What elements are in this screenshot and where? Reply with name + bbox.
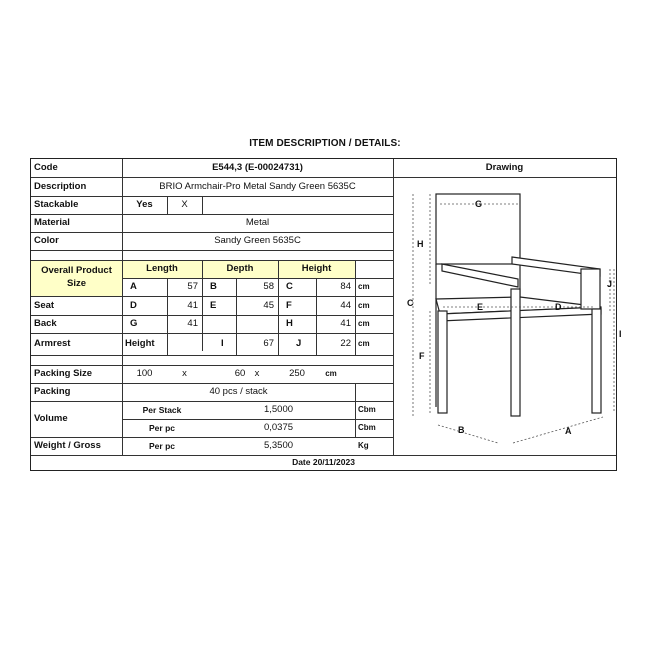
dim-j-value: 22 bbox=[340, 338, 351, 350]
dim-b-letter: B bbox=[210, 281, 217, 293]
overall-size-label: Overall Product Size bbox=[41, 265, 112, 289]
weight-unit: Kg bbox=[358, 441, 369, 450]
dim-h-value: 41 bbox=[340, 318, 351, 330]
packing-dim-3: 250 bbox=[289, 368, 305, 380]
drawing-label-a: A bbox=[565, 426, 572, 436]
per-stack-value: 1,5000 bbox=[263, 404, 294, 416]
dim-b-value: 58 bbox=[263, 281, 274, 293]
armrest-unit: cm bbox=[358, 339, 370, 348]
code-label: Code bbox=[34, 162, 58, 174]
code-value: E544,3 (E-00024731) bbox=[212, 162, 303, 174]
drawing-label-c: C bbox=[407, 298, 414, 308]
drawing-label-h: H bbox=[417, 239, 424, 249]
dim-f-value: 44 bbox=[340, 299, 351, 311]
drawing-label-g: G bbox=[475, 199, 483, 209]
stackable-yes: Yes bbox=[136, 199, 153, 211]
dim-a-value: 57 bbox=[187, 281, 198, 293]
packing-label: Packing bbox=[34, 386, 71, 398]
stackable-mark: X bbox=[181, 199, 188, 211]
armrest-label: Armrest bbox=[34, 338, 71, 350]
color-label: Color bbox=[34, 235, 59, 247]
dim-h-letter: H bbox=[286, 318, 293, 330]
dim-f-letter: F bbox=[286, 299, 292, 311]
per-stack-unit: Cbm bbox=[358, 405, 376, 414]
depth-header: Depth bbox=[226, 263, 254, 275]
drawing-label-e: E bbox=[477, 302, 484, 312]
drawing-header: Drawing bbox=[485, 162, 524, 174]
overall-unit: cm bbox=[358, 282, 370, 291]
drawing-label-d: D bbox=[555, 302, 562, 312]
per-pc-unit: Cbm bbox=[358, 423, 376, 432]
packing-dim-2: 60 bbox=[234, 368, 246, 380]
packing-unit: cm bbox=[325, 369, 337, 378]
chair-drawing bbox=[393, 177, 622, 455]
packing-size-label: Packing Size bbox=[34, 368, 93, 380]
dim-i-value: 67 bbox=[263, 338, 274, 350]
dim-d-value: 41 bbox=[187, 299, 198, 311]
page-title: ITEM DESCRIPTION / DETAILS: bbox=[249, 138, 401, 149]
dim-g-letter: G bbox=[130, 318, 138, 330]
volume-label: Volume bbox=[34, 413, 68, 425]
seat-unit: cm bbox=[358, 300, 370, 310]
dim-i-letter: I bbox=[221, 338, 224, 350]
weight-per-label: Per pc bbox=[149, 440, 175, 451]
material-value: Metal bbox=[245, 217, 270, 229]
weight-value: 5,3500 bbox=[263, 440, 294, 452]
per-pc-value: 0,0375 bbox=[263, 422, 294, 434]
drawing-label-i: I bbox=[619, 329, 622, 339]
material-label: Material bbox=[34, 217, 70, 229]
stackable-label: Stackable bbox=[34, 199, 79, 211]
drawing-label-j: J bbox=[607, 279, 613, 289]
per-stack-label: Per Stack bbox=[142, 404, 182, 415]
packing-value: 40 pcs / stack bbox=[209, 386, 268, 398]
dim-e-value: 45 bbox=[263, 299, 274, 311]
height-header: Height bbox=[301, 263, 332, 275]
packing-x-1: x bbox=[182, 368, 187, 380]
packing-dim-1: 100 bbox=[136, 368, 153, 380]
back-label: Back bbox=[34, 318, 57, 330]
description-label: Description bbox=[34, 180, 87, 192]
back-unit: cm bbox=[358, 319, 370, 328]
armrest-height-label: Height bbox=[125, 338, 155, 350]
drawing-label-b: B bbox=[458, 425, 465, 435]
packing-x-2: x bbox=[254, 368, 260, 380]
dim-d-letter: D bbox=[130, 299, 137, 311]
dim-c-letter: C bbox=[286, 281, 293, 293]
drawing-label-f: F bbox=[419, 351, 425, 361]
description-value: BRIO Armchair-Pro Metal Sandy Green 5635C bbox=[159, 180, 356, 192]
weight-label: Weight / Gross bbox=[34, 440, 101, 452]
seat-label: Seat bbox=[34, 299, 55, 311]
dim-j-letter: J bbox=[296, 338, 302, 350]
date-footer: Date 20/11/2023 bbox=[292, 457, 355, 468]
dim-e-letter: E bbox=[210, 299, 217, 311]
length-header: Length bbox=[146, 263, 178, 275]
per-pc-label: Per pc bbox=[149, 422, 175, 433]
dim-a-letter: A bbox=[130, 281, 137, 293]
color-value: Sandy Green 5635C bbox=[214, 235, 301, 247]
dim-g-value: 41 bbox=[187, 318, 198, 330]
dim-c-value: 84 bbox=[340, 281, 351, 293]
